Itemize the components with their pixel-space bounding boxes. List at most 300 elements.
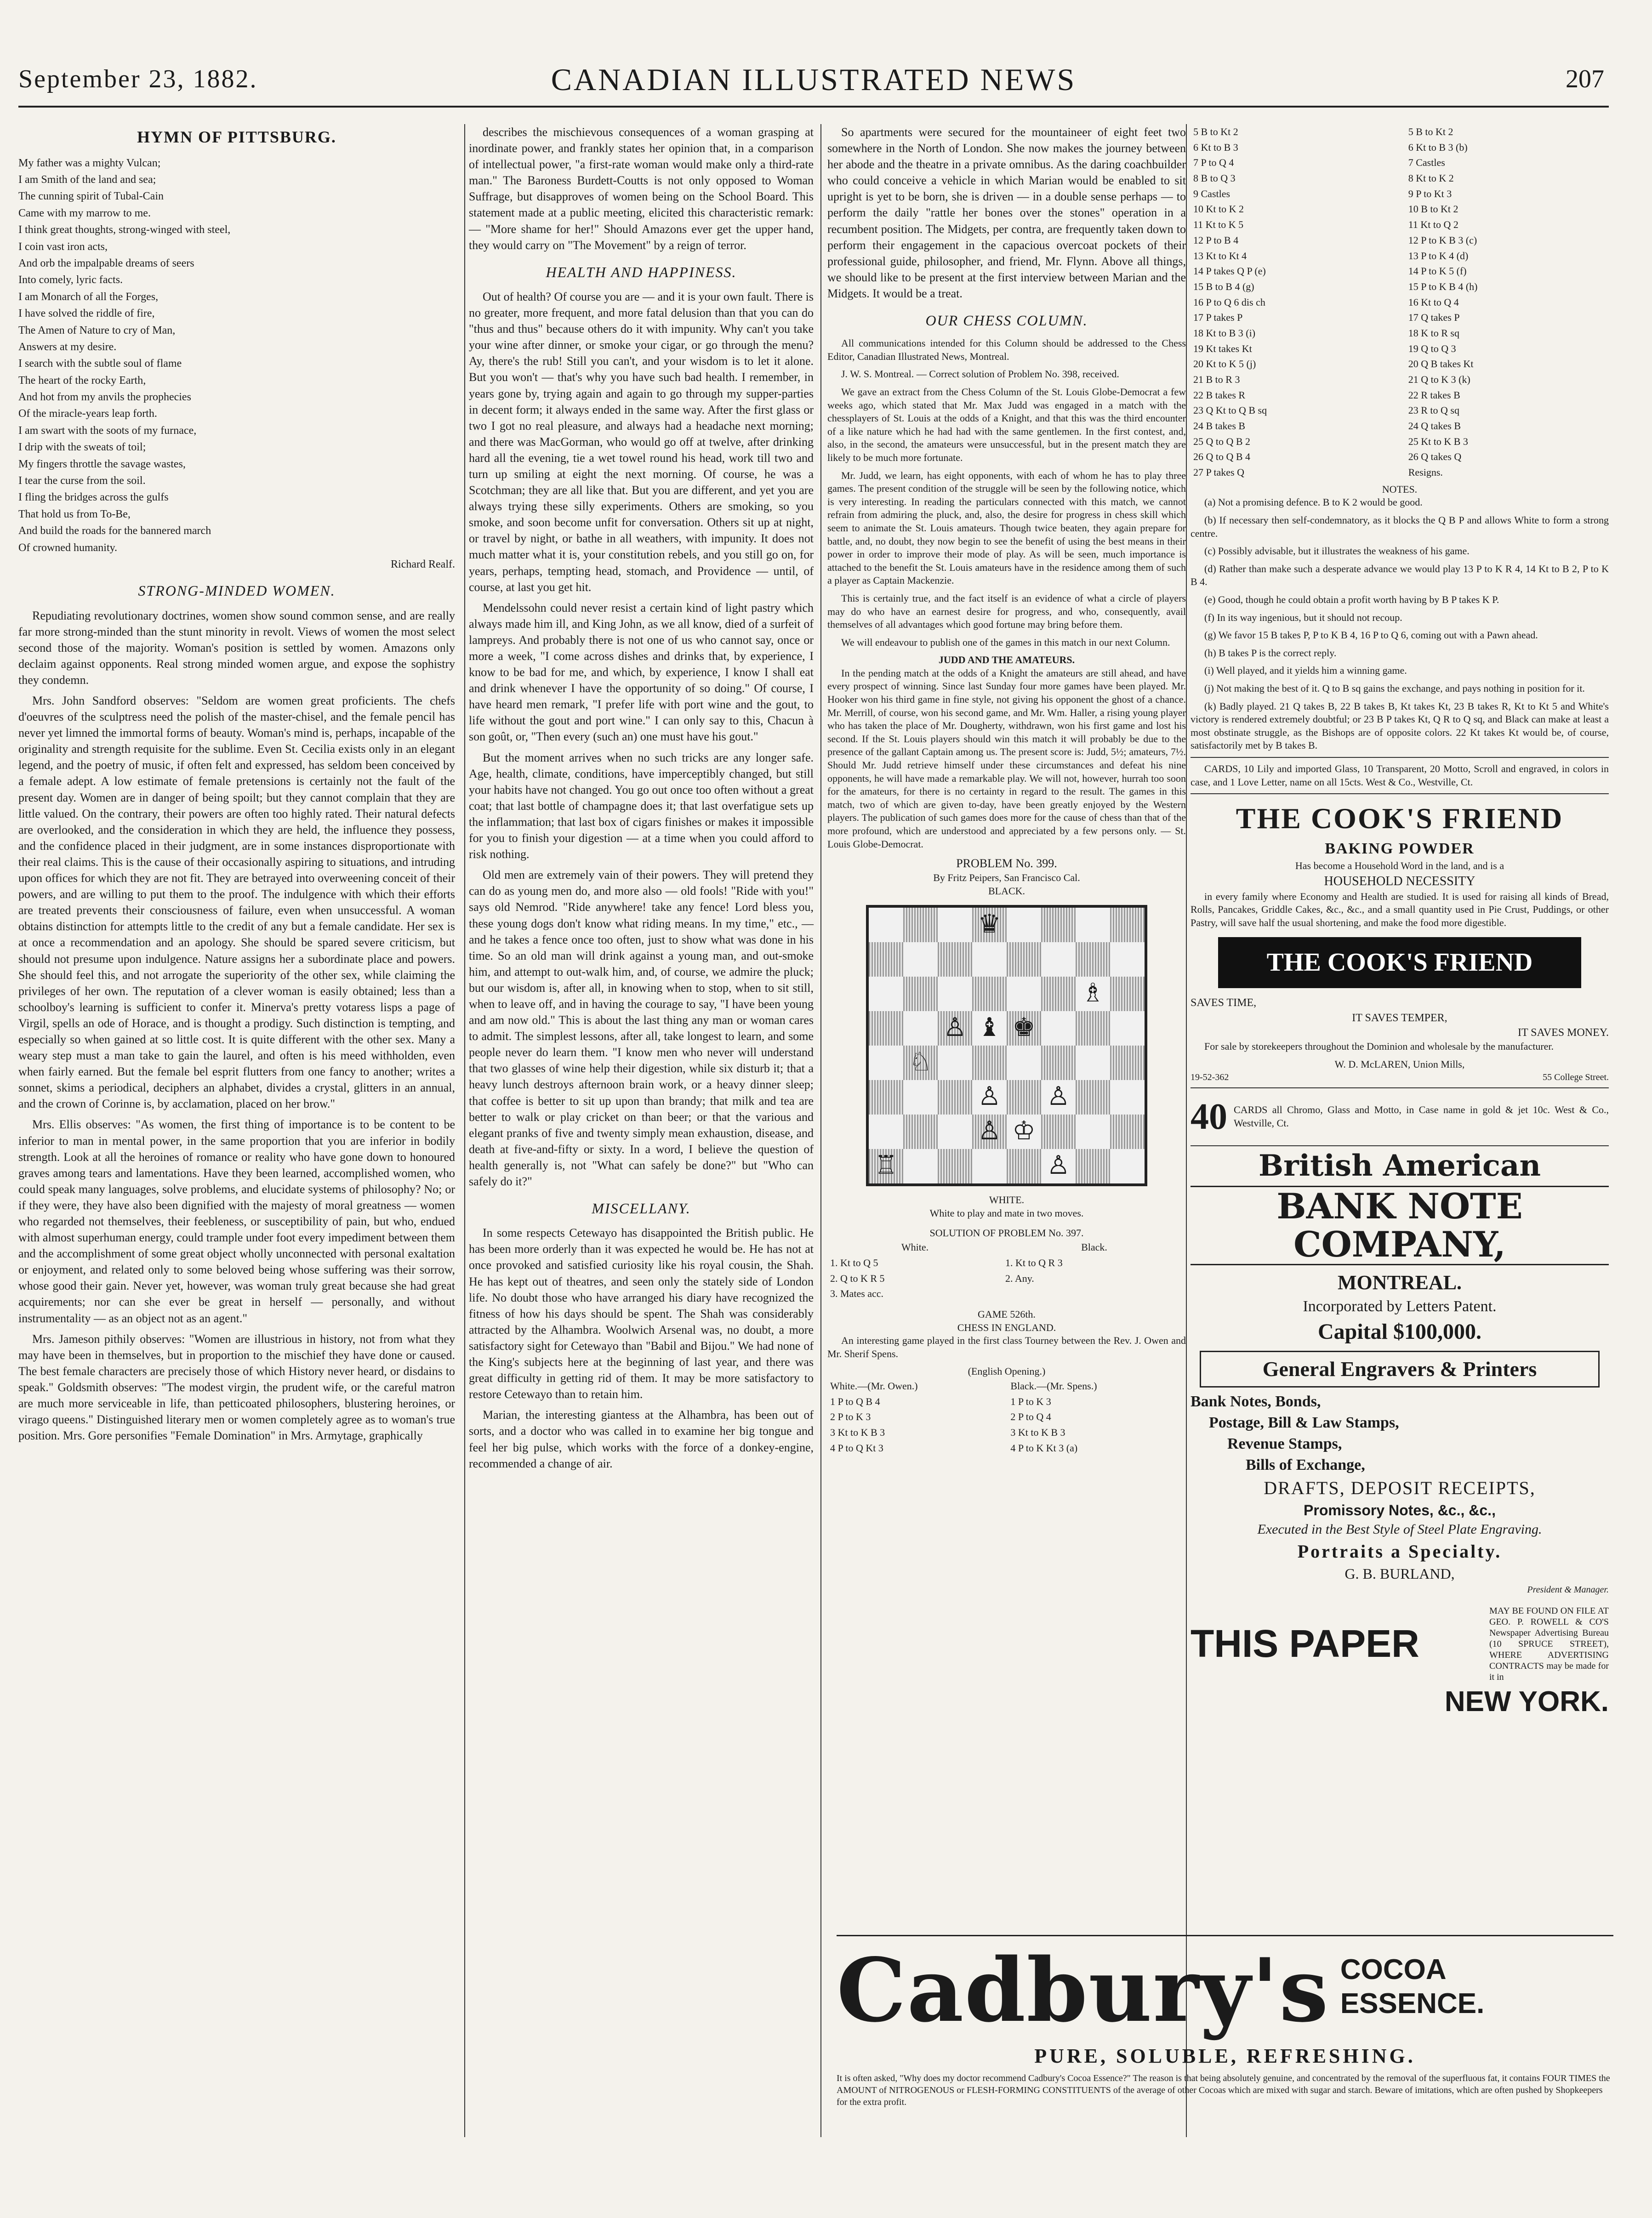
- paragraph: (c) Possibly advisable, but it illustrates the weakness of his game.: [1204, 545, 1470, 557]
- move-row: [827, 1286, 1186, 1302]
- move-row: [1191, 310, 1609, 325]
- board-square: [1007, 1046, 1041, 1080]
- cooks-friend-title: THE COOK'S FRIEND: [1236, 802, 1564, 835]
- health-article: [469, 289, 814, 1189]
- move-row: [1191, 248, 1609, 264]
- paragraph: Of the miracle-years leap forth.: [18, 408, 157, 420]
- white-move: 18 Kt to B 3 (i): [1193, 327, 1256, 339]
- black-move: 1. Kt to Q R 3: [1005, 1257, 1063, 1268]
- board-square: [903, 1080, 938, 1115]
- paragraph: Of crowned humanity.: [18, 541, 118, 554]
- black-move: 24 Q takes B: [1408, 420, 1461, 432]
- black-move: Resigns.: [1408, 466, 1443, 478]
- black-move: 4 P to K Kt 3 (a): [1010, 1442, 1078, 1454]
- chess-correspondent: J. W. S. Montreal. — Correct solution of Problem No. 398, received.: [841, 368, 1119, 380]
- header-black: Black.: [1081, 1241, 1107, 1253]
- bank-contact: G. B. BURLAND,: [1344, 1565, 1455, 1582]
- white-move: 11 Kt to K 5: [1193, 219, 1244, 231]
- board-square: [1110, 977, 1145, 1011]
- paragraph: Mendelssohn could never resist a certain kind of light pastry which always made him ill, and King John, as we all know, died of a surfeit of lampreys. And probably there is not one of us who cannot say, once or more a week, "I come across dishes and drinks that, by experience, I know to be bad for me, and which, by experience, I know I shall eat and drink whenever I have the opportunity of so doing." Of course, I have heard men remark, "I prefer life with port wine and the gout, to life without the gout and port wine." I can only say to this, Chacun à son goût, or, "Then every (such an) one must have his gout.": [469, 601, 814, 744]
- cadbury-essence: ESSENCE.: [1340, 1988, 1485, 2020]
- board-square: [1110, 908, 1145, 942]
- paragraph: That hold us from To-Be,: [18, 508, 131, 520]
- women-title: STRONG-MINDED WOMEN.: [138, 582, 336, 599]
- board-square: [869, 1011, 903, 1046]
- chess-piece-icon: ♝: [978, 1013, 1001, 1042]
- misc-article: [469, 1225, 814, 1471]
- forty-cards-ad: [1191, 1092, 1609, 1142]
- board-square: [1110, 942, 1145, 977]
- board-square: [938, 1080, 972, 1115]
- column-rule: [464, 124, 465, 2137]
- board-square: [938, 1011, 972, 1046]
- board-square: [938, 1046, 972, 1080]
- saves-temper: IT SAVES TEMPER,: [1352, 1012, 1447, 1024]
- paragraph: Mrs. John Sandford observes: "Seldom are women great proficients. The chefs d'oeuvres of the sculptress need the polish of the master-chisel, and the female pencil has never yet limned the immortal forms of beauty. Woman's mind is, perhaps, incapable of the originality and strength requisite for the sublime. Even St. Cecilia exists only in an elegant legend, and the poetry of music, if often felt and expressed, has seldom been conceived by a female adept. A low estimate of female pretensions is certainly not the fault of the present day. Women are in danger of being spoilt; but they cannot complain that they are little valued. On the contrary, their powers are often too highly rated. Their natural defects are overlooked, and the consideration in which they are held, the influence they possess, and the confidence placed in their judgment, are in some instances disproportionate with their real claims. This is the cause of their occasionally aspiring to situations, and intruding upon offices for which they are not fit. They are betrayed into overweening conceit of their powers, and are willing to put them to the proof. The indulgence with which their efforts are treated prevents their consciousness of failure, even when unsuccessful. A woman obtains distinction for attempts little to the credit of any but a female candidate. Her sex is at once a recommendation and an apology. She should be spared severe criticism, but should not presume upon indulgence. Nature assigns her a subordinate place and powers. She should feel this, and not arrogate the superiority of the other sex, while claiming the privileges of her own. The reputation of a clever woman is easily obtained; less than a schoolboy's learning is sufficient to confer it. Minerva's pretty votaress lisps a page of Virgil, spells an ode of Horace, and is thought a prodigy. Such distinction is tempting, and especially so when gained at so little cost. It is quite different with the other sex. Many a weary step must a man take to gain the laurel, and often is his meed withholden, even when fairly earned. But the female bel esprit flutters from one fancy to another; writes a sonnet, skims a periodical, deciphers an alphabet, divides a crystal, glitters in an annual, and the crown of Corinne is, by acclamation, placed on her brow.": [18, 694, 455, 1111]
- paragraph: Mrs. Ellis observes: "As women, the first thing of importance is to be content to be inferior to man in mental power, in the same proportion that you are inferior in bodily strength. Look at all the heroines of romance or reality who have gone down to honoured graves among tears and lamentations. Have they been learned, accomplished women, who could speak many languages, solve problems, and elucidate systems of philosophy? No; or if they were, they have also been dignified with the majesty of moral greatness — women who regarded not themselves, their feebleness, or susceptibility of pain, but who, endued with almost superhuman energy, could trample under foot every impediment between them and the accomplishment of some great object wholly unconnected with personal exaltation or enjoyment, and related only to some beloved being whose suffering was their sorrow, whose good their gain. Never yet, however, was woman truly great because she had great acquirements; nor can she ever be great in herself — personally, and without instrumentality — as an object not as an agent.": [18, 1118, 455, 1325]
- paragraph: I drip with the sweats of toil;: [18, 441, 146, 454]
- chess-piece-icon: ♙: [978, 1117, 1001, 1146]
- move-row: [1191, 341, 1609, 357]
- paragraph: The heart of the rocky Earth,: [18, 374, 146, 387]
- board-square: [869, 942, 903, 977]
- black-move: 16 Kt to Q 4: [1408, 296, 1459, 308]
- board-square: [903, 1011, 938, 1046]
- column-1: [18, 124, 455, 1448]
- chess-piece-icon: ♙: [978, 1082, 1001, 1111]
- move-row: [827, 1271, 1186, 1286]
- board-square: [1007, 1011, 1041, 1046]
- chess-board: [866, 905, 1147, 1186]
- masthead: [18, 55, 1609, 108]
- bank-line-2: BANK NOTE COMPANY,: [1191, 1186, 1609, 1265]
- cooks-footer: [1191, 1071, 1609, 1084]
- black-move: 20 Q B takes Kt: [1408, 358, 1474, 370]
- paragraph: (f) In its way ingenious, but it should not recoup.: [1204, 611, 1402, 623]
- chess-piece-icon: ♘: [909, 1048, 932, 1077]
- board-square: [1076, 977, 1110, 1011]
- move-row: [1191, 233, 1609, 248]
- white-move: 24 B takes B: [1193, 420, 1246, 432]
- board-square: [938, 977, 972, 1011]
- saves-time: SAVES TIME,: [1191, 997, 1257, 1009]
- board-square: [1007, 977, 1041, 1011]
- board-square: [869, 1046, 903, 1080]
- white-move: 1 P to Q B 4: [830, 1395, 880, 1407]
- black-move: 1 P to K 3: [1010, 1395, 1051, 1407]
- board-square: [903, 977, 938, 1011]
- board-square: [869, 908, 903, 942]
- chess-intro: All communications intended for this Column should be addressed to the Chess Editor, Canadian Illustrated News, Montreal.: [827, 337, 1186, 362]
- board-square: [1076, 1011, 1110, 1046]
- paragraph: And hot from my anvils the prophecies: [18, 391, 191, 404]
- white-move: 19 Kt takes Kt: [1193, 342, 1252, 354]
- white-move: 25 Q to Q B 2: [1193, 435, 1251, 447]
- cooks-sale: For sale by storekeepers throughout the Dominion and wholesale by the manufacturer.: [1204, 1041, 1554, 1052]
- column-2: [469, 124, 814, 1476]
- move-row: [1191, 155, 1609, 171]
- white-move: 20 Kt to K 5 (j): [1193, 358, 1256, 370]
- header-white: White.: [901, 1241, 929, 1253]
- white-move: 12 P to B 4: [1193, 234, 1239, 246]
- black-move: 8 Kt to K 2: [1408, 172, 1454, 184]
- problem-title: PROBLEM No. 399.: [956, 857, 1057, 870]
- chess-piece-icon: ♖: [874, 1151, 898, 1180]
- paragraph: I think great thoughts, strong-winged with steel,: [18, 224, 231, 236]
- cooks-necessity: HOUSEHOLD NECESSITY: [1324, 874, 1475, 888]
- board-square: [972, 1115, 1007, 1149]
- board-square: [1041, 1046, 1076, 1080]
- cadbury-name: Cadbury's: [837, 1939, 1329, 2042]
- move-row: [1191, 387, 1609, 403]
- move-row: [1191, 124, 1609, 140]
- board-square: [1041, 1149, 1076, 1183]
- board-square: [1041, 977, 1076, 1011]
- paragraph: I am Monarch of all the Forges,: [18, 290, 159, 303]
- white-move: 22 B takes R: [1193, 389, 1246, 401]
- board-square: [869, 1115, 903, 1149]
- white-move: 9 Castles: [1193, 188, 1230, 199]
- column-3: [827, 124, 1186, 1456]
- board-square: [1007, 1115, 1041, 1149]
- chess-title: OUR CHESS COLUMN.: [925, 312, 1088, 329]
- white-move: 27 P takes Q: [1193, 466, 1245, 478]
- white-move: 14 P takes Q P (e): [1193, 265, 1266, 277]
- white-move: 2 P to K 3: [830, 1411, 871, 1423]
- health-title: HEALTH AND HAPPINESS.: [546, 263, 737, 280]
- game-title: GAME 526th.: [978, 1308, 1036, 1320]
- hymn-poem: [18, 156, 455, 555]
- this-paper-text: MAY BE FOUND ON FILE AT GEO. P. ROWELL & CO'S Newspaper Advertising Bureau (10 SPRUCE STREET), WHERE ADVERTISING CONTRACTS may be made for it in: [1489, 1605, 1609, 1682]
- board-square: [1007, 942, 1041, 977]
- cadbury-tagline: PURE, SOLUBLE, REFRESHING.: [1034, 2045, 1416, 2067]
- cadbury-note: It is often asked, "Why does my doctor recommend Cadbury's Cocoa Essence?" The reason is that being absolutely genuine, and concentrated by the removal of the superfluous fat, it contains FOUR TIMES the AMOUNT of NITROGENOUS or FLESH-FORMING CONSTITUENTS of the average of other Cocoas which are mixed with sugar and starch. Beware of imitations, which are often pushed by Shopkeepers for the extra profit.: [837, 2073, 1610, 2107]
- header-white: White.—(Mr. Owen.): [830, 1380, 918, 1392]
- paragraph: I fling the bridges across the gulfs: [18, 491, 169, 504]
- move-row: [1191, 140, 1609, 155]
- forty-text: CARDS all Chromo, Glass and Motto, in Case name in gold & jet 10c. West & Co., Westville, Ct.: [1234, 1103, 1609, 1129]
- black-move: 6 Kt to B 3 (b): [1408, 141, 1468, 153]
- hymn-title: HYMN OF PITTSBURG.: [137, 128, 336, 146]
- problem-author: By Fritz Peipers, San Francisco Cal.: [933, 872, 1080, 884]
- move-row: [1191, 372, 1609, 387]
- bank-inc: Incorporated by Letters Patent.: [1303, 1298, 1497, 1315]
- white-move: 6 Kt to B 3: [1193, 141, 1238, 153]
- board-square: [1076, 1115, 1110, 1149]
- this-paper-title: THIS PAPER: [1191, 1621, 1419, 1665]
- paragraph: Came with my marrow to me.: [18, 207, 151, 219]
- board-square: [903, 1149, 938, 1183]
- white-move: 1. Kt to Q 5: [830, 1257, 878, 1268]
- paragraph: My fingers throttle the savage wastes,: [18, 458, 186, 470]
- cooks-code: 19-52-362: [1191, 1072, 1229, 1082]
- white-move: 3 Kt to K B 3: [830, 1427, 885, 1439]
- board-square: [1041, 1080, 1076, 1115]
- page-number: 207: [1566, 65, 1604, 93]
- black-move: 13 P to K 4 (d): [1408, 250, 1469, 262]
- chess-piece-icon: ♙: [1047, 1151, 1070, 1180]
- problem-caption: White to play and mate in two moves.: [929, 1207, 1084, 1219]
- board-square: [903, 1046, 938, 1080]
- board-square: [972, 1080, 1007, 1115]
- chess-piece-icon: ♙: [1047, 1082, 1070, 1111]
- paragraph: I am swart with the soots of my furnace,: [18, 424, 197, 437]
- board-square: [1110, 1011, 1145, 1046]
- judd-paragraph: In the pending match at the odds of a Knight the amateurs are still ahead, and have every prospect of winning. Since last Sunday four more games have been played. Mr. Hooker won his third game in fine style, not giving his opponent the ghost of a chance. Mr. Merrill, of course, won his second game, and Mr. Wm. Haller, a rising young player who has taken the place of Mr. Dougherty, withdrawn, won his first game and lost his second. If the St. Louis players should win this match it will probably be due to the presence of the gallant Captain among us. The present score is: Judd, 5½; amateurs, 7½. Should Mr. Judd retrieve himself under these circumstances and defeat his nine opponents, he will have made a remarkable play. We will not, however, hurrah too soon for the amateurs, for there is no certainty in regard to the result. The games in this match, two of which are given to-day, have been greatly enjoyed by the Western players. The publication of such games does more for the cause of chess than that of the more profound, which are understood and appreciated by a few persons only. — St. Louis Globe-Democrat.: [827, 667, 1186, 850]
- board-square: [1007, 908, 1041, 942]
- lead-paragraph: describes the mischievous consequences of a woman grasping at inordinate power, and frankly states her opinion that, in a comparison of intellectual power, "a first-rate woman would make only a third-rate man." The Baroness Burdett-Coutts is not only opposed to Woman Suffrage, but disapproves of women being on the School Board. This statement made at a public meeting, elicited this characteristic remark: — "More shame for her!" Should Amazons ever get the upper hand, they would carry on "The Movement" by a reign of terror.: [469, 125, 814, 252]
- white-move: 17 P takes P: [1193, 312, 1243, 324]
- black-move: 7 Castles: [1408, 157, 1445, 169]
- move-row: [1191, 201, 1609, 217]
- paragraph: (h) B takes P is the correct reply.: [1204, 647, 1337, 659]
- paragraph: (a) Not a promising defence. B to K 2 would be good.: [1204, 496, 1423, 508]
- misc-title: MISCELLANY.: [592, 1200, 691, 1217]
- chess-piece-icon: ♚: [1012, 1013, 1036, 1042]
- paragraph: And orb the impalpable dreams of seers: [18, 257, 194, 269]
- white-move: 3. Mates acc.: [830, 1288, 884, 1300]
- table-header: [827, 1240, 1186, 1255]
- board-square: [1076, 1046, 1110, 1080]
- bank-executed: Executed in the Best Style of Steel Plate Engraving.: [1257, 1522, 1542, 1537]
- board-square: [972, 1011, 1007, 1046]
- cooks-maker: W. D. McLAREN, Union Mills,: [1334, 1058, 1465, 1070]
- paragraph: We gave an extract from the Chess Column of the St. Louis Globe-Democrat a few weeks ago, which stated that Mr. Max Judd was engaged in a match with the chessplayers of St. Louis at the odds of a Knight, and that this was the third encounter of a like nature which he had had with the same gentlemen. In the first contest, and, also, in the second, the amateurs were unsuccessful, but in the present match they are likely to be much more fortunate.: [827, 386, 1186, 463]
- black-move: 9 P to Kt 3: [1408, 188, 1452, 199]
- white-move: 16 P to Q 6 dis ch: [1193, 296, 1265, 308]
- bank-service: Bills of Exchange,: [1246, 1456, 1365, 1473]
- paragraph: I have solved the riddle of fire,: [18, 307, 155, 320]
- white-move: 8 B to Q 3: [1193, 172, 1236, 184]
- board-square: [972, 1046, 1007, 1080]
- chess-piece-icon: ♙: [943, 1013, 967, 1042]
- move-row: [1191, 279, 1609, 295]
- black-move: 11 Kt to Q 2: [1408, 219, 1458, 231]
- white-move: 13 Kt to Kt 4: [1193, 250, 1247, 262]
- board-square: [1110, 1046, 1145, 1080]
- black-move: 25 Kt to K B 3: [1408, 435, 1468, 447]
- black-move: 2. Any.: [1005, 1272, 1034, 1284]
- cooks-line: Has become a Household Word in the land, and is a: [1295, 860, 1504, 872]
- paragraph: I tear the curse from the soil.: [18, 475, 146, 487]
- board-square: [938, 1115, 972, 1149]
- paragraph: (b) If necessary then self-condemnatory, as it blocks the Q B P and allows White to form a strong centre.: [1191, 514, 1609, 539]
- move-row: [1191, 263, 1609, 279]
- board-square: [869, 1080, 903, 1115]
- board-square: [938, 908, 972, 942]
- board-square: [1076, 1080, 1110, 1115]
- lead-paragraph: So apartments were secured for the mountaineer of eight feet two somewhere in the North of London. She now makes the journey between her abode and the theatre in a private omnibus. As the daring coachbuilder who could conceive a vehicle in which Marian would be enabled to sit upright is yet to be born, she is driven — in a double sense perhaps — to perform the daily "rattle her bones over the stones" operation in a recumbent position. The Midgets, per contra, are frequently taken down to perform their engagement in the capacious overcoat pockets of their professional guide, philosopher, and friend, Mr. Flynn. Above all things, we should like to be present at the first interview between Marian and the Midgets. It would be a treat.: [827, 125, 1186, 300]
- paragraph: (g) We favor 15 B takes P, P to K B 4, 16 P to Q 6, coming out with a Pawn ahead.: [1204, 629, 1538, 641]
- black-move: 2 P to Q 4: [1010, 1411, 1051, 1423]
- white-move: 4 P to Q Kt 3: [830, 1442, 883, 1454]
- board-square: [938, 942, 972, 977]
- board-top-label: BLACK.: [988, 885, 1025, 897]
- black-move: 19 Q to Q 3: [1408, 342, 1456, 354]
- bank-line-1: British American: [1259, 1148, 1541, 1183]
- black-move: 21 Q to K 3 (k): [1408, 374, 1470, 385]
- black-move: 5 B to Kt 2: [1408, 126, 1453, 137]
- board-square: [1007, 1149, 1041, 1183]
- move-row: [827, 1440, 1186, 1456]
- move-row: [827, 1409, 1186, 1425]
- bank-service: Postage, Bill & Law Stamps,: [1209, 1414, 1399, 1432]
- board-square: [1041, 908, 1076, 942]
- this-paper-ad: [1191, 1605, 1609, 1683]
- board-square: [1041, 942, 1076, 977]
- game-intro: An interesting game played in the first class Tourney between the Rev. J. Owen and Mr. Sherif Spens.: [827, 1335, 1186, 1359]
- chess-piece-icon: ♔: [1012, 1117, 1036, 1146]
- board-square: [972, 977, 1007, 1011]
- paragraph: (k) Badly played. 21 Q takes B, 22 B takes B, Kt takes Kt, 23 B takes R, Kt to Kt 5 and White's victory is rendered extremely doubtful; or 23 B P takes Kt, Q R to Q sq, and Black can make at least a most obstinate struggle, as the Bishops are of opposite colors. 22 Kt takes Kt would be, of course, satisfactorily met by B takes B.: [1191, 700, 1609, 751]
- solution-title: SOLUTION OF PROBLEM No. 397.: [929, 1227, 1084, 1239]
- bank-contact-title: President & Manager.: [1527, 1584, 1609, 1595]
- white-move: 10 Kt to K 2: [1193, 203, 1244, 215]
- board-square: [1110, 1080, 1145, 1115]
- paragraph: Old men are extremely vain of their powers. They will pretend they can do as young men do, and more also — old fools! "Ride with you!" says old Nemrod. "Ride anywhere! take any fence! Lord bless you, these young dogs don't know what riding means. In my time," etc., — and he takes a fence once too often, just to show what was done in his time. So an old man will drink against a young man, and out-smoke him, and attempt to out-walk him, and, of course, we admire the pluck; but our wisdom is, after all, in knowing when to stop, when to sit still, when to leave off, and in having the courage to say, "I have been young and am now old." This is about the last thing any man or woman cares to admit. The simplest lessons, after all, take longest to learn, and some people never do learn them. "I know men who never will understand that two glasses of wine help their digestion, while six disturb it; that a heavy lunch destroys afternoon brain work, or a heavy dinner sleep; that coffee is better to sit up upon than brandy; that milk and tea are better to walk or play cricket on than beer; or that the various and elegant pranks of five and twenty simply mean exhaustion, disease, and death at five-and-fifty or sixty. In a word, I believe the question of health generally is, not "What can safely be done?" but "Who can safely do it?": [469, 868, 814, 1188]
- paragraph: My father was a mighty Vulcan;: [18, 157, 161, 169]
- move-row: [1191, 356, 1609, 372]
- this-paper-city: NEW YORK.: [1444, 1685, 1609, 1718]
- board-square: [903, 1115, 938, 1149]
- cadbury-side: [1340, 1953, 1485, 2021]
- move-row: [1191, 418, 1609, 434]
- bank-notes: Promissory Notes, &c., &c.,: [1304, 1501, 1496, 1518]
- cooks-text: in every family where Economy and Health are studied. It is used for raising all kinds of Bread, Rolls, Pancakes, Griddle Cakes, &c., &c., and a small quantity used in Pie Crust, Puddings, or other Pastry, will save half the usual shortening, and make the food more digestible.: [1191, 890, 1609, 928]
- newspaper-title: CANADIAN ILLUSTRATED NEWS: [551, 62, 1077, 97]
- game-table: [827, 1378, 1186, 1456]
- move-row: [827, 1425, 1186, 1440]
- issue-date: September 23, 1882.: [18, 65, 258, 93]
- paragraph: I am Smith of the land and sea;: [18, 173, 156, 186]
- bank-service: Bank Notes, Bonds,: [1191, 1393, 1321, 1410]
- black-move: 17 Q takes P: [1408, 312, 1460, 324]
- bank-capital: Capital $100,000.: [1317, 1319, 1481, 1344]
- board-bottom-label: WHITE.: [989, 1194, 1025, 1206]
- paragraph: This is certainly true, and the fact itself is an evidence of what a circle of players may do who have an earnest desire for progress, and who, consequently, avail themselves of all advantages which good fortune may bring before them.: [827, 592, 1186, 631]
- notes-title: NOTES.: [1382, 483, 1418, 495]
- white-move: 5 B to Kt 2: [1193, 126, 1238, 137]
- board-square: [1110, 1115, 1145, 1149]
- black-move: 10 B to Kt 2: [1408, 203, 1458, 215]
- board-square: [972, 908, 1007, 942]
- chess-piece-icon: ♛: [978, 910, 1001, 939]
- move-row: [1191, 217, 1609, 233]
- board-square: [869, 1149, 903, 1183]
- board-square: [903, 942, 938, 977]
- board-square: [1076, 908, 1110, 942]
- paragraph: Mrs. Jameson pithily observes: "Women are illustrious in history, not from what they may have been in themselves, but in proportion to the mischief they have done or caused. The best female characters are precisely those of which History never heard, or disdains to speak." Goldsmith observes: "The modest virgin, the prudent wife, or the careful matron are much more serviceable in life, than petticoated philosophers, blustering heroines, or virago queens." Distinguished literary men or women completely agree as to woman's true position. Mrs. Gore personifies "Female Domination" in Mrs. Armytage, graphically: [18, 1332, 455, 1443]
- cadbury-cocoa: COCOA: [1340, 1954, 1447, 1985]
- move-row: [1191, 171, 1609, 186]
- white-move: 21 B to R 3: [1193, 374, 1240, 385]
- cooks-address: 55 College Street.: [1543, 1072, 1609, 1082]
- paragraph: Mr. Judd, we learn, has eight opponents, with each of whom he has to play three games. The present condition of the struggle will be seen by the following notice, which is very interesting. In reading the particulars connected with this match, we cannot refrain from admiring the pluck, and, also, the desire for progress in chess skill which seem to animate the St. Louis amateurs. Though twice beaten, they again prepare for battle, and, no doubt, they now begin to see the benefit of using the best means in their power in order to improve their mode of play. As will be seen, much importance is attached to the benefit the St. Louis amateurs have in the residence among them of such a player as Captain Mackenzie.: [827, 469, 1186, 586]
- black-move: 12 P to K B 3 (c): [1408, 234, 1477, 246]
- board-square: [972, 942, 1007, 977]
- cards-ad: CARDS, 10 Lily and imported Glass, 10 Transparent, 20 Motto, Scroll and engraved, in colors in case, and 1 Love Letter, name on all 15cts. West & Co., Westville, Ct.: [1191, 762, 1609, 788]
- move-row: [1191, 295, 1609, 310]
- women-article: [18, 608, 455, 1444]
- move-row: [1191, 449, 1609, 465]
- paragraph: Out of health? Of course you are — and it is your own fault. There is no greater, more frequent, and more fatal delusion than that you can do "thus and thus" because others do it with impunity. Why can't you take your wine after dinner, or smoke your cigar, or go through the menu? Ay, there's the rub! Still you can't, and your wisdom is to let it alone. But you won't — that's why you have such bad health. I remember, in years gone by, trying again and again to go through my supper-parties in decent form; it always ended in the same way. After the first glass or two I got no real pleasure, and always had a headache next morning; and there was MacGorman, who would go off at twelve, after drinking hard all the evening, tie a wet towel round his head, work till two and turn up smiling at eight the next morning. Of course, he was a Scotchman; they are all like that. But you are different, and yet you are always trying these silly experiments. Others are smoking, so you smoke, and soon become unfit for conversation. Others sit up at night, or travel by night, or bathe in all weathers, with impunity. It does not much matter what it is, your constitution rebels, and you still go on, for years, perhaps, tempting head, stomach, and Providence — until, of course, at last you get hit.: [469, 290, 814, 594]
- move-row: [1191, 465, 1609, 480]
- board-square: [1007, 1080, 1041, 1115]
- bank-drafts: DRAFTS, DEPOSIT RECEIPTS,: [1264, 1477, 1536, 1498]
- bank-city: MONTREAL.: [1337, 1271, 1462, 1294]
- black-move: [1003, 1286, 1186, 1302]
- move-row: [1191, 403, 1609, 418]
- black-move: 18 K to R sq: [1408, 327, 1459, 339]
- paragraph: Answers at my desire.: [18, 341, 117, 353]
- white-move: 15 B to B 4 (g): [1193, 280, 1254, 292]
- column-4: [1191, 124, 1609, 1721]
- paragraph: The Amen of Nature to cry of Man,: [18, 324, 176, 336]
- paragraph: (j) Not making the best of it. Q to B sq gains the exchange, and pays nothing in position for it.: [1204, 682, 1585, 694]
- paragraph: I search with the subtle soul of flame: [18, 358, 182, 370]
- paragraph: Into comely, lyric facts.: [18, 274, 123, 286]
- paragraph: (e) Good, though he could obtain a profit worth having by B P takes K P.: [1204, 593, 1499, 605]
- move-row: [827, 1394, 1186, 1410]
- black-move: 15 P to K B 4 (h): [1408, 280, 1478, 292]
- black-move: 3 Kt to K B 3: [1010, 1427, 1065, 1439]
- cadbury-ad: [837, 1935, 1613, 2108]
- paragraph: But the moment arrives when no such tricks are any longer safe. Age, health, climate, conditions, have imperceptibly changed, but still your habits have not changed. You go out once too often without a great coat; that last bottle of champagne does it; that last overfatigue sets up the inflammation; that last box of cigars finishes or makes it impossible for you to finish your digestion — at a time when you could afford to risk nothing.: [469, 751, 814, 861]
- chess-piece-icon: ♗: [1081, 979, 1105, 1008]
- board-square: [869, 977, 903, 1011]
- white-move: 2. Q to K R 5: [830, 1272, 885, 1284]
- paragraph: The cunning spirit of Tubal-Cain: [18, 190, 164, 203]
- black-move: 14 P to K 5 (f): [1408, 265, 1467, 277]
- solution-table: [827, 1240, 1186, 1302]
- game-continuation: [1191, 124, 1609, 480]
- paragraph: (i) Well played, and it yields him a winning game.: [1204, 665, 1407, 677]
- black-move: 22 R takes B: [1408, 389, 1460, 401]
- paragraph: And build the roads for the bannered march: [18, 525, 211, 537]
- cooks-friend-sub: BAKING POWDER: [1325, 840, 1475, 858]
- board-square: [903, 908, 938, 942]
- saves-money: IT SAVES MONEY.: [1517, 1026, 1609, 1039]
- move-row: [1191, 186, 1609, 202]
- paragraph: In some respects Cetewayo has disappointed the British public. He has been more orderly than it was expected he would be. He has not at once provoked and satisfied curiosity like his royal cousin, the Shah. He has kept out of theatres, and seen only the stately side of London life. No doubt those who have arranged his diary have recognized the fitness of how his days should be spent. The Shah was considerably attracted by the Alhambra. Woolwich Arsenal was, no doubt, a more satisfactory sight for Cetewayo than "Babil and Bijou." We had none of the King's subjects here at the beginning of last year, and there was great difficulty in getting rid of them. It may be more satisfactory to restore Cetewayo than to retain him.: [469, 1226, 814, 1401]
- white-move: 26 Q to Q B 4: [1193, 451, 1251, 463]
- paragraph: We will endeavour to publish one of the games in this match in our next Column.: [841, 636, 1170, 648]
- bank-portraits: Portraits a Specialty.: [1297, 1541, 1502, 1562]
- forty-number: 40: [1191, 1096, 1227, 1137]
- game-notes: [1191, 496, 1609, 752]
- board-square: [1076, 1149, 1110, 1183]
- move-row: [1191, 434, 1609, 449]
- table-header: [827, 1378, 1186, 1394]
- move-row: [827, 1255, 1186, 1271]
- board-square: [1076, 942, 1110, 977]
- move-row: [1191, 325, 1609, 341]
- black-move: 23 R to Q sq: [1408, 404, 1459, 416]
- board-square: [1041, 1011, 1076, 1046]
- paragraph: Marian, the interesting giantess at the Alhambra, has been out of sorts, and a doctor who was called in to examine her big tongue and feel her big pulse, which works with the force of a donkey-engine, recommended a change of air.: [469, 1408, 814, 1470]
- black-move: 26 Q takes Q: [1408, 451, 1462, 463]
- board-square: [1041, 1115, 1076, 1149]
- hymn-author: Richard Realf.: [391, 558, 455, 570]
- bank-engravers: General Engravers & Printers: [1200, 1351, 1600, 1388]
- paragraph: (d) Rather than make such a desperate advance we would play 13 P to K R 4, 14 Kt to B 2, P to K B 4.: [1191, 563, 1609, 588]
- column-rule: [820, 124, 821, 2137]
- bank-service: Revenue Stamps,: [1227, 1435, 1342, 1453]
- game-opening: (English Opening.): [968, 1365, 1046, 1377]
- paragraph: Repudiating revolutionary doctrines, women show sound common sense, and are really far more strong-minded than the stunt minority in revolt. Views of women the most select second those of the majority. Woman's position is settled by women. Amazons only declaim against opponents. Real strong minded women argue, and expose the sophistry they condemn.: [18, 609, 455, 687]
- chess-article: [827, 386, 1186, 649]
- game-subtitle: CHESS IN ENGLAND.: [957, 1321, 1056, 1333]
